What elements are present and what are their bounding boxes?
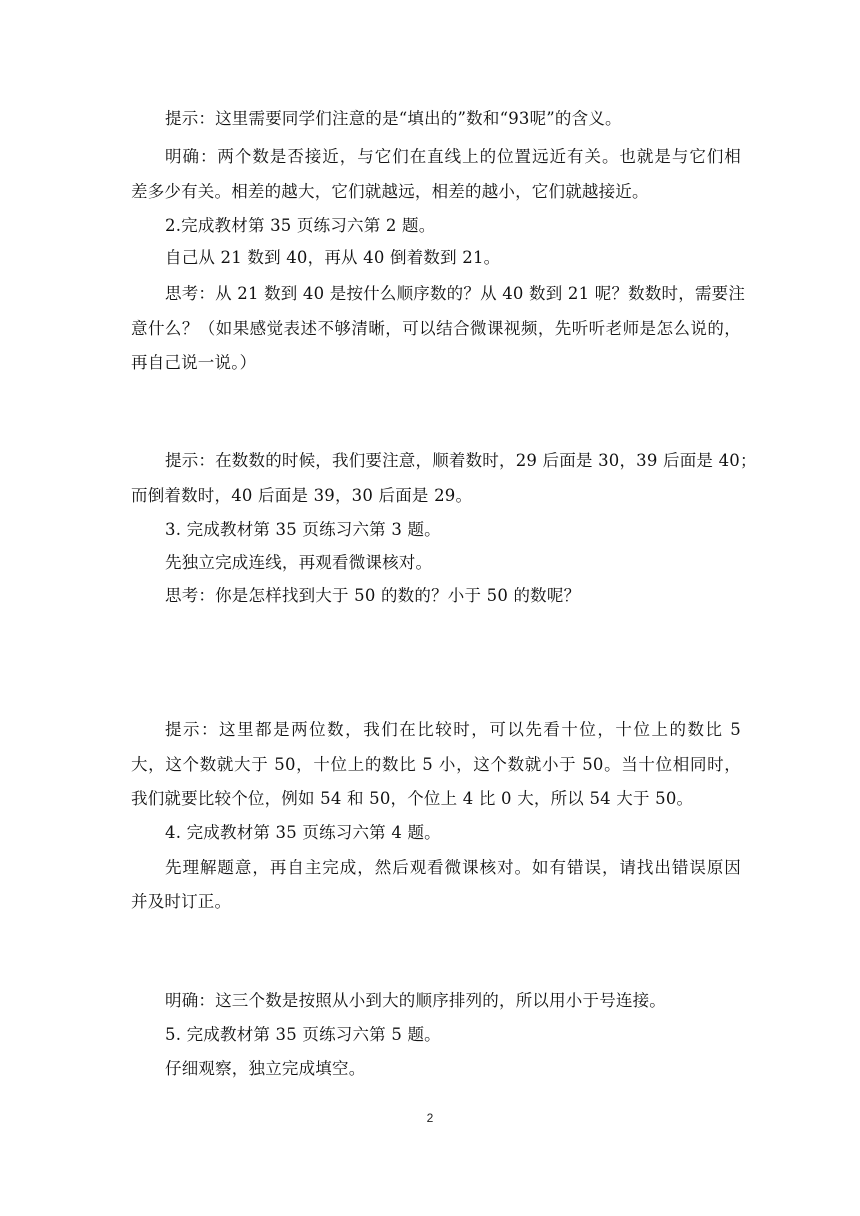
think-paragraph-1-line-3: 再自己说一说。） — [131, 353, 257, 372]
exercise-4-heading: 4. 完成教材第 35 页练习六第 4 题。 — [165, 823, 441, 842]
exercise-4-instruction-line-2: 并及时订正。 — [131, 892, 232, 911]
think-paragraph-1-line-1: 思考：从 21 数到 40 是按什么顺序数的？从 40 数到 21 呢？数数时，需要注 — [165, 284, 746, 303]
hint-paragraph-2-line-2: 而倒着数时，40 后面是 39，30 后面是 29。 — [131, 486, 473, 505]
think-paragraph-2: 思考：你是怎样找到大于 50 的数的？小于 50 的数呢？ — [165, 586, 581, 605]
exercise-2-instruction: 自己从 21 数到 40，再从 40 倒着数到 21。 — [165, 248, 501, 267]
hint-paragraph-3-line-2: 大，这个数就大于 50，十位上的数比 5 小，这个数就小于 50。当十位相同时， — [131, 755, 741, 774]
hint-paragraph-3-line-3: 我们就要比较个位，例如 54 和 50，个位上 4 比 0 大，所以 54 大于 50。 — [131, 789, 694, 808]
exercise-3-instruction: 先独立完成连线，再观看微课核对。 — [165, 553, 433, 572]
exercise-5-heading: 5. 完成教材第 35 页练习六第 5 题。 — [165, 1025, 441, 1044]
exercise-4-instruction-line-1: 先理解题意，再自主完成，然后观看微课核对。如有错误，请找出错误原因 — [165, 858, 741, 877]
clarify-paragraph-1-line-1: 明确：两个数是否接近，与它们在直线上的位置远近有关。也就是与它们相 — [165, 147, 741, 166]
exercise-2-heading: 2.完成教材第 35 页练习六第 2 题。 — [165, 216, 436, 235]
exercise-3-heading: 3. 完成教材第 35 页练习六第 3 题。 — [165, 520, 441, 539]
think-paragraph-1-line-2: 意什么？（如果感觉表述不够清晰，可以结合微课视频，先听听老师是怎么说的， — [131, 319, 741, 338]
page-number: 2 — [426, 1111, 434, 1125]
hint-paragraph-1: 提示：这里需要同学们注意的是“填出的”数和“93呢”的含义。 — [165, 109, 622, 128]
hint-paragraph-3-line-1: 提示：这里都是两位数，我们在比较时，可以先看十位，十位上的数比 5 — [165, 720, 741, 739]
hint-paragraph-2-line-1: 提示：在数数的时候，我们要注意，顺着数时，29 后面是 30，39 后面是 40； — [165, 451, 757, 470]
clarify-paragraph-1-line-2: 差多少有关。相差的越大，它们就越远，相差的越小，它们就越接近。 — [131, 182, 649, 201]
clarify-paragraph-2: 明确：这三个数是按照从小到大的顺序排列的，所以用小于号连接。 — [165, 991, 666, 1010]
exercise-5-instruction: 仔细观察，独立完成填空。 — [165, 1059, 366, 1078]
